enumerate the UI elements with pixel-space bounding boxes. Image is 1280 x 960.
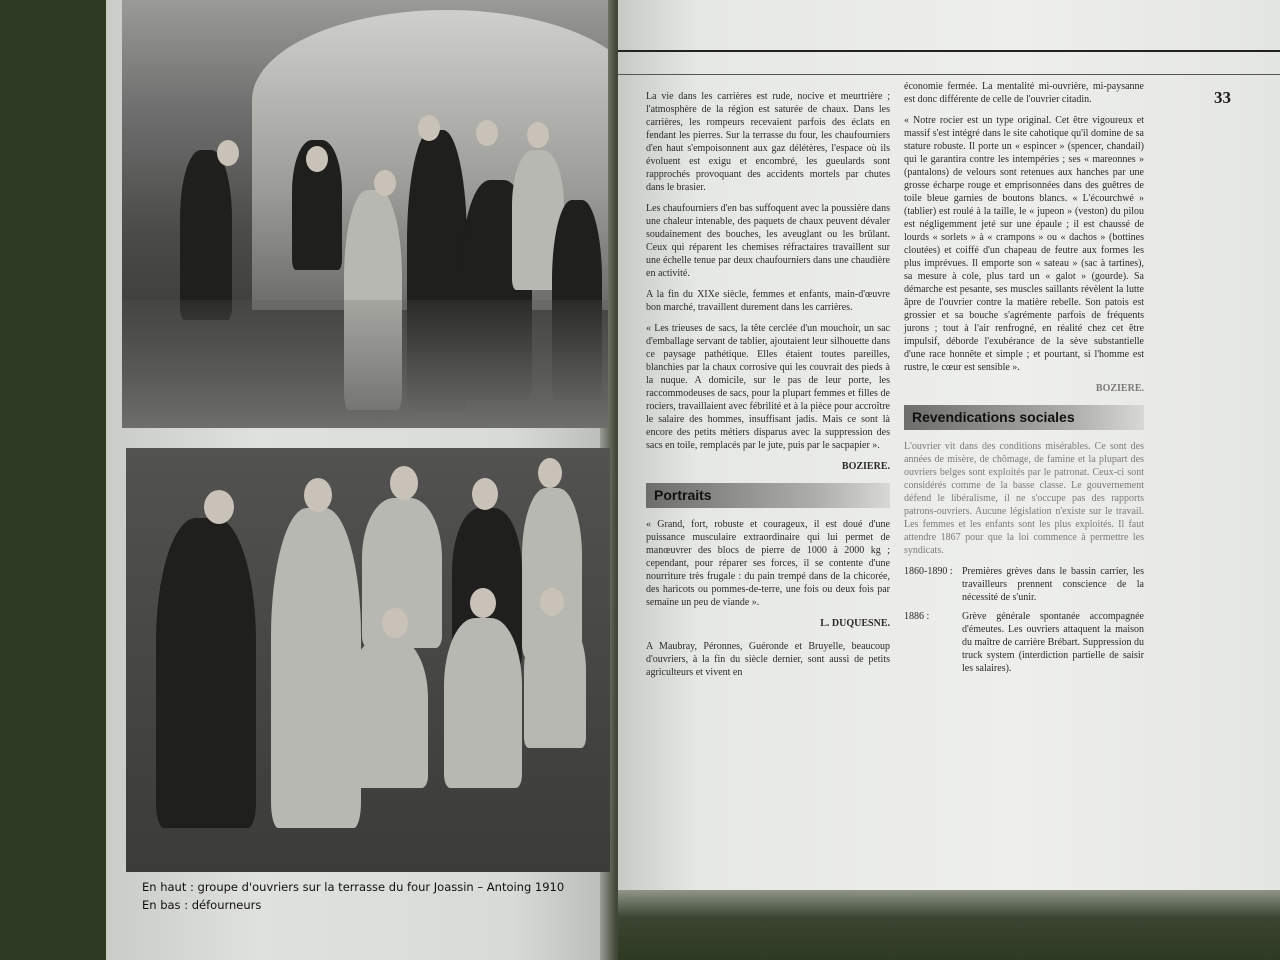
page-number: 33 — [1214, 88, 1231, 107]
quote-signature: L. DUQUESNE. — [820, 618, 890, 629]
date-label: 1886 : — [904, 611, 930, 622]
worker-head — [304, 478, 332, 512]
section-heading-portraits: Portraits — [646, 483, 890, 508]
worker-head — [476, 120, 498, 146]
quote-signature: BOZIERE. — [1095, 383, 1144, 394]
worker-head — [418, 115, 440, 141]
section-heading-revendications: Revendications sociales — [904, 405, 1144, 430]
text-column-2 — [904, 80, 1144, 681]
worker-figure — [180, 150, 232, 320]
header-rule-thin — [618, 74, 1280, 75]
date-text: Premières grèves dans le bassin carrier, les travailleurs prennent conscience de la nécessité de s'unir. — [962, 566, 1144, 603]
worker-head — [538, 458, 562, 488]
paragraph: A la fin du XIXe siècle, femmes et enfants, main-d'œuvre bon marché, travaillent durement dans les carrières. — [646, 289, 890, 313]
photo-defourneurs — [126, 448, 610, 872]
date-entry — [904, 565, 1144, 604]
page-edge-shadow — [618, 890, 1280, 960]
text-column-1 — [646, 90, 890, 687]
boy-head — [382, 608, 408, 638]
worker-head — [204, 490, 234, 524]
boy-figure — [444, 618, 522, 788]
paragraph: économie fermée. La mentalité mi-ouvrière, mi-paysanne est donc différente de celle de l'ouvrier citadin. — [904, 81, 1144, 105]
boy-figure — [348, 638, 428, 788]
rubble-foreground — [122, 300, 608, 428]
boy-head — [470, 588, 496, 618]
paragraph: L'ouvrier vit dans des conditions misérables. Ce sont des années de misère, de chômage, de famine et la plupart des ouvriers belges sont exploités par le patronat. Ceux-ci sont considérés comme de la basse classe. Le gouvernement défend le libéralisme, il ne s'occupe pas des rapports patrons-ouvriers. Aucune législation n'existe sur le travail. Les femmes et les enfants sont les plus exploités. Il faut attendre 1867 pour que la loi commence à permettre les syndicats. — [904, 441, 1144, 556]
paragraph: La vie dans les carrières est rude, nocive et meurtrière ; l'atmosphère de la région est saturée de chaux. Dans les carrières, les rompeurs recevaient parfois des éclats en fendant les pierres. Sur la terrasse du four, les chaufourniers d'en haut s'empoisonnent aux gaz délétères, l'espace où ils évoluent est exigu et encombré, les gueulards sont rapprochés provoquant des accidents mortels par chutes dans le brasier. — [646, 91, 890, 193]
quote-paragraph: « Notre rocier est un type original. Cet être vigoureux et massif s'est intégré dans le site cahotique qu'il domine de sa stature robuste. Il porte un « espincer » (spencer, chandail) qui le garantira contre les intempéries ; ses « mareonnes » (pantalons) de velours sont retenues aux hanches par une grosse écharpe rouge et emprisonnées dans des guêtres de toile bleue garnies de boutons blancs. « L'écourchwé » (tablier) est roulé à la taille, le « jupeon » (veston) du pilou est négligemment jeté sur une épaule ; il est chaussé de lourds « sorlets » à « crampons » ou « dachos » (bottines cloutées) et coiffé d'un chapeau de feutre aux formes les plus imprévues. Il emporte son « sateau » (sac à tartines), sa mesure à cole, plus tard un « galot » (gourde). Sa démarche est pesante, ses muscles saillants révèlent la lutte âpre de l'ouvrier contre la matière rebelle. Son patois est grossier et sa bouche s'agrémente parfois de fréquents jurons ; tout à l'air renfrogné, en réalité chez cet être impulsif, déborde l'exubérance de la sève substantielle d'une race honnête et simple ; et pourtant, si l'homme est rustre, le cœur est sensible ». — [904, 115, 1144, 373]
worker-head — [374, 170, 396, 196]
date-list — [904, 565, 1144, 675]
worker-head — [390, 466, 418, 500]
worker-head — [306, 146, 328, 172]
date-text: Grève générale spontanée accompagnée d'émeutes. Les ouvriers attaquent la maison du maître de carrière Brébart. Suppression du truck system (interdiction partielle de saisir les salaires). — [962, 611, 1144, 674]
photo-workers-kiln-terrace — [122, 0, 608, 428]
paragraph: A Maubray, Péronnes, Guéronde et Bruyelle, beaucoup d'ouvriers, à la fin du siècle dernier, sont aussi de petits agriculteurs et vivent en — [646, 641, 890, 678]
worker-head — [472, 478, 498, 510]
caption-top-photo: En haut : groupe d'ouvriers sur la terrasse du four Joassin – Antoing 1910 — [142, 880, 565, 894]
boy-head — [540, 588, 564, 616]
quote-paragraph: « Grand, fort, robuste et courageux, il est doué d'une puissance musculaire extraordinaire qui lui permet de manœuvrer des blocs de pierre de 1000 à 2000 kg ; cependant, pour réparer ses forces, il se contente d'une nourriture très frugale : du pain trempé dans de la chicorée, des haricots ou pommes-de-terre, une fois ou deux fois par semaine un peu de viande ». — [646, 519, 890, 608]
paragraph: Les chaufourniers d'en bas suffoquent avec la poussière dans une chaleur intenable, des paquets de chaux peuvent dévaler soudainement des bouches, les aveuglant ou les brûlant. Ceux qui réparent les chemises réfractaires travaillent sur une échelle tenue par deux chaufourniers dans une chaudière en activité. — [646, 203, 890, 279]
worker-head — [217, 140, 239, 166]
worker-figure — [156, 518, 256, 828]
header-rule — [618, 50, 1280, 52]
date-entry — [904, 610, 1144, 675]
caption-bottom-photo: En bas : défourneurs — [142, 898, 262, 912]
worker-head — [527, 122, 549, 148]
date-label: 1860-1890 : — [904, 566, 953, 577]
boy-figure — [524, 618, 586, 748]
quote-paragraph: « Les trieuses de sacs, la tête cerclée d'un mouchoir, un sac d'emballage servant de tablier, ajoutaient leur silhouette dans ce paysage pathétique. Elles étaient toutes pareilles, blanchies par la chaux corrosive qui les couvrait des pieds à la nuque. A domicile, sur le pas de leur porte, les raccommodeuses de sacs, pour la plupart femmes et filles de rociers, travaillaient avec fébrilité et à la pièce pour accroître le salaire des hommes, insuffisant jadis. Mais ce sont là encore des petits métiers disparus avec la suppression des sacs en toile, remplacés par le jute, puis par le sacpapier ». — [646, 323, 890, 451]
quote-signature: BOZIERE. — [841, 461, 890, 472]
